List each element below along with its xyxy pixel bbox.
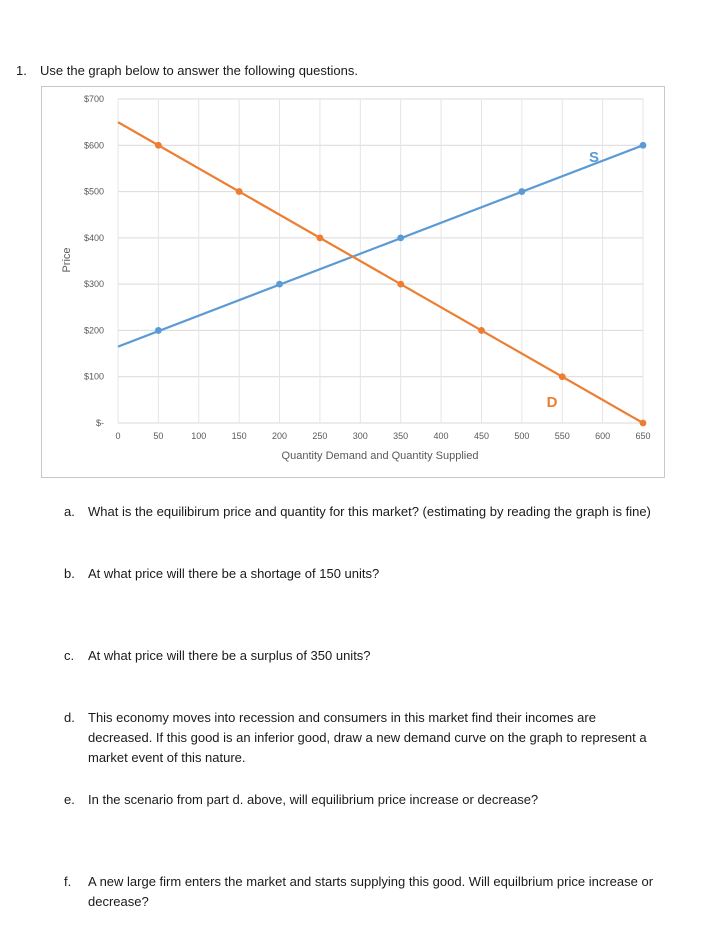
x-tick-label: 50	[153, 431, 164, 441]
question-b	[64, 564, 654, 584]
supply-point	[640, 142, 647, 149]
demand-point	[155, 142, 162, 149]
question-a-letter: a.	[64, 504, 75, 519]
y-tick-label: $200	[83, 325, 104, 336]
x-axis-ticks	[115, 431, 650, 441]
y-tick-label: $400	[83, 232, 104, 243]
question-a-text: What is the equilibirum price and quantity for this market? (estimating by reading the graph is fine)	[88, 504, 651, 519]
demand-point	[397, 281, 404, 288]
x-tick-label: 550	[554, 431, 570, 441]
x-tick-label: 150	[231, 431, 247, 441]
question-prompt: Use the graph below to answer the following questions.	[40, 63, 358, 78]
y-tick-label: $300	[83, 279, 104, 290]
demand-point	[478, 327, 485, 334]
y-tick-label: $500	[83, 186, 104, 197]
supply-point	[155, 327, 162, 334]
supply-curve-line	[118, 145, 643, 346]
question-c-letter: c.	[64, 648, 75, 663]
demand-point	[236, 188, 243, 195]
x-tick-label: 300	[352, 431, 368, 441]
question-c-text: At what price will there be a surplus of 350 units?	[88, 648, 371, 663]
question-d-letter: d.	[64, 710, 75, 725]
question-f-letter: f.	[64, 874, 72, 889]
x-tick-label: 400	[433, 431, 449, 441]
question-number: 1.	[16, 63, 27, 78]
demand-point	[559, 373, 566, 380]
question-a	[64, 502, 654, 522]
x-axis-title: Quantity Demand and Quantity Supplied	[281, 450, 479, 462]
x-tick-label: 350	[393, 431, 409, 441]
x-tick-label: 650	[635, 431, 651, 441]
demand-point	[317, 234, 324, 241]
x-tick-label: 100	[191, 431, 207, 441]
x-tick-label: 600	[595, 431, 611, 441]
question-d-text: This economy moves into recession and consumers in this market find their incomes are decreased. If this good is an inferior good, draw a new demand curve on the graph to represent a market event of this nature.	[88, 710, 647, 765]
question-f	[64, 872, 654, 912]
question-e	[64, 790, 654, 810]
y-tick-label: $700	[83, 94, 104, 104]
supply-curve-label: S	[588, 149, 600, 166]
y-tick-label: $100	[83, 371, 104, 382]
supply-point	[518, 188, 525, 195]
x-tick-label: 200	[272, 431, 288, 441]
supply-point	[276, 281, 283, 288]
y-axis-ticks	[84, 94, 104, 428]
demand-point	[640, 420, 647, 427]
y-tick-label: $600	[83, 140, 104, 151]
y-axis-title: Price	[61, 247, 73, 273]
question-c	[64, 646, 654, 666]
x-tick-label: 450	[473, 431, 489, 441]
x-tick-label: 250	[312, 431, 328, 441]
x-tick-label: 0	[115, 431, 121, 441]
question-e-letter: e.	[64, 792, 75, 807]
demand-curve-label: D	[546, 394, 558, 411]
question-b-letter: b.	[64, 566, 75, 581]
question-b-text: At what price will there be a shortage of 150 units?	[88, 566, 380, 581]
x-tick-label: 500	[514, 431, 530, 441]
y-tick-label: $-	[95, 418, 104, 428]
chart-series	[118, 122, 646, 426]
supply-point	[397, 234, 404, 241]
question-e-text: In the scenario from part d. above, will equilibrium price increase or decrease?	[88, 792, 539, 807]
question-d	[64, 708, 654, 768]
question-f-text: A new large firm enters the market and starts supplying this good. Will equilbrium price increase or decrease?	[88, 874, 654, 909]
